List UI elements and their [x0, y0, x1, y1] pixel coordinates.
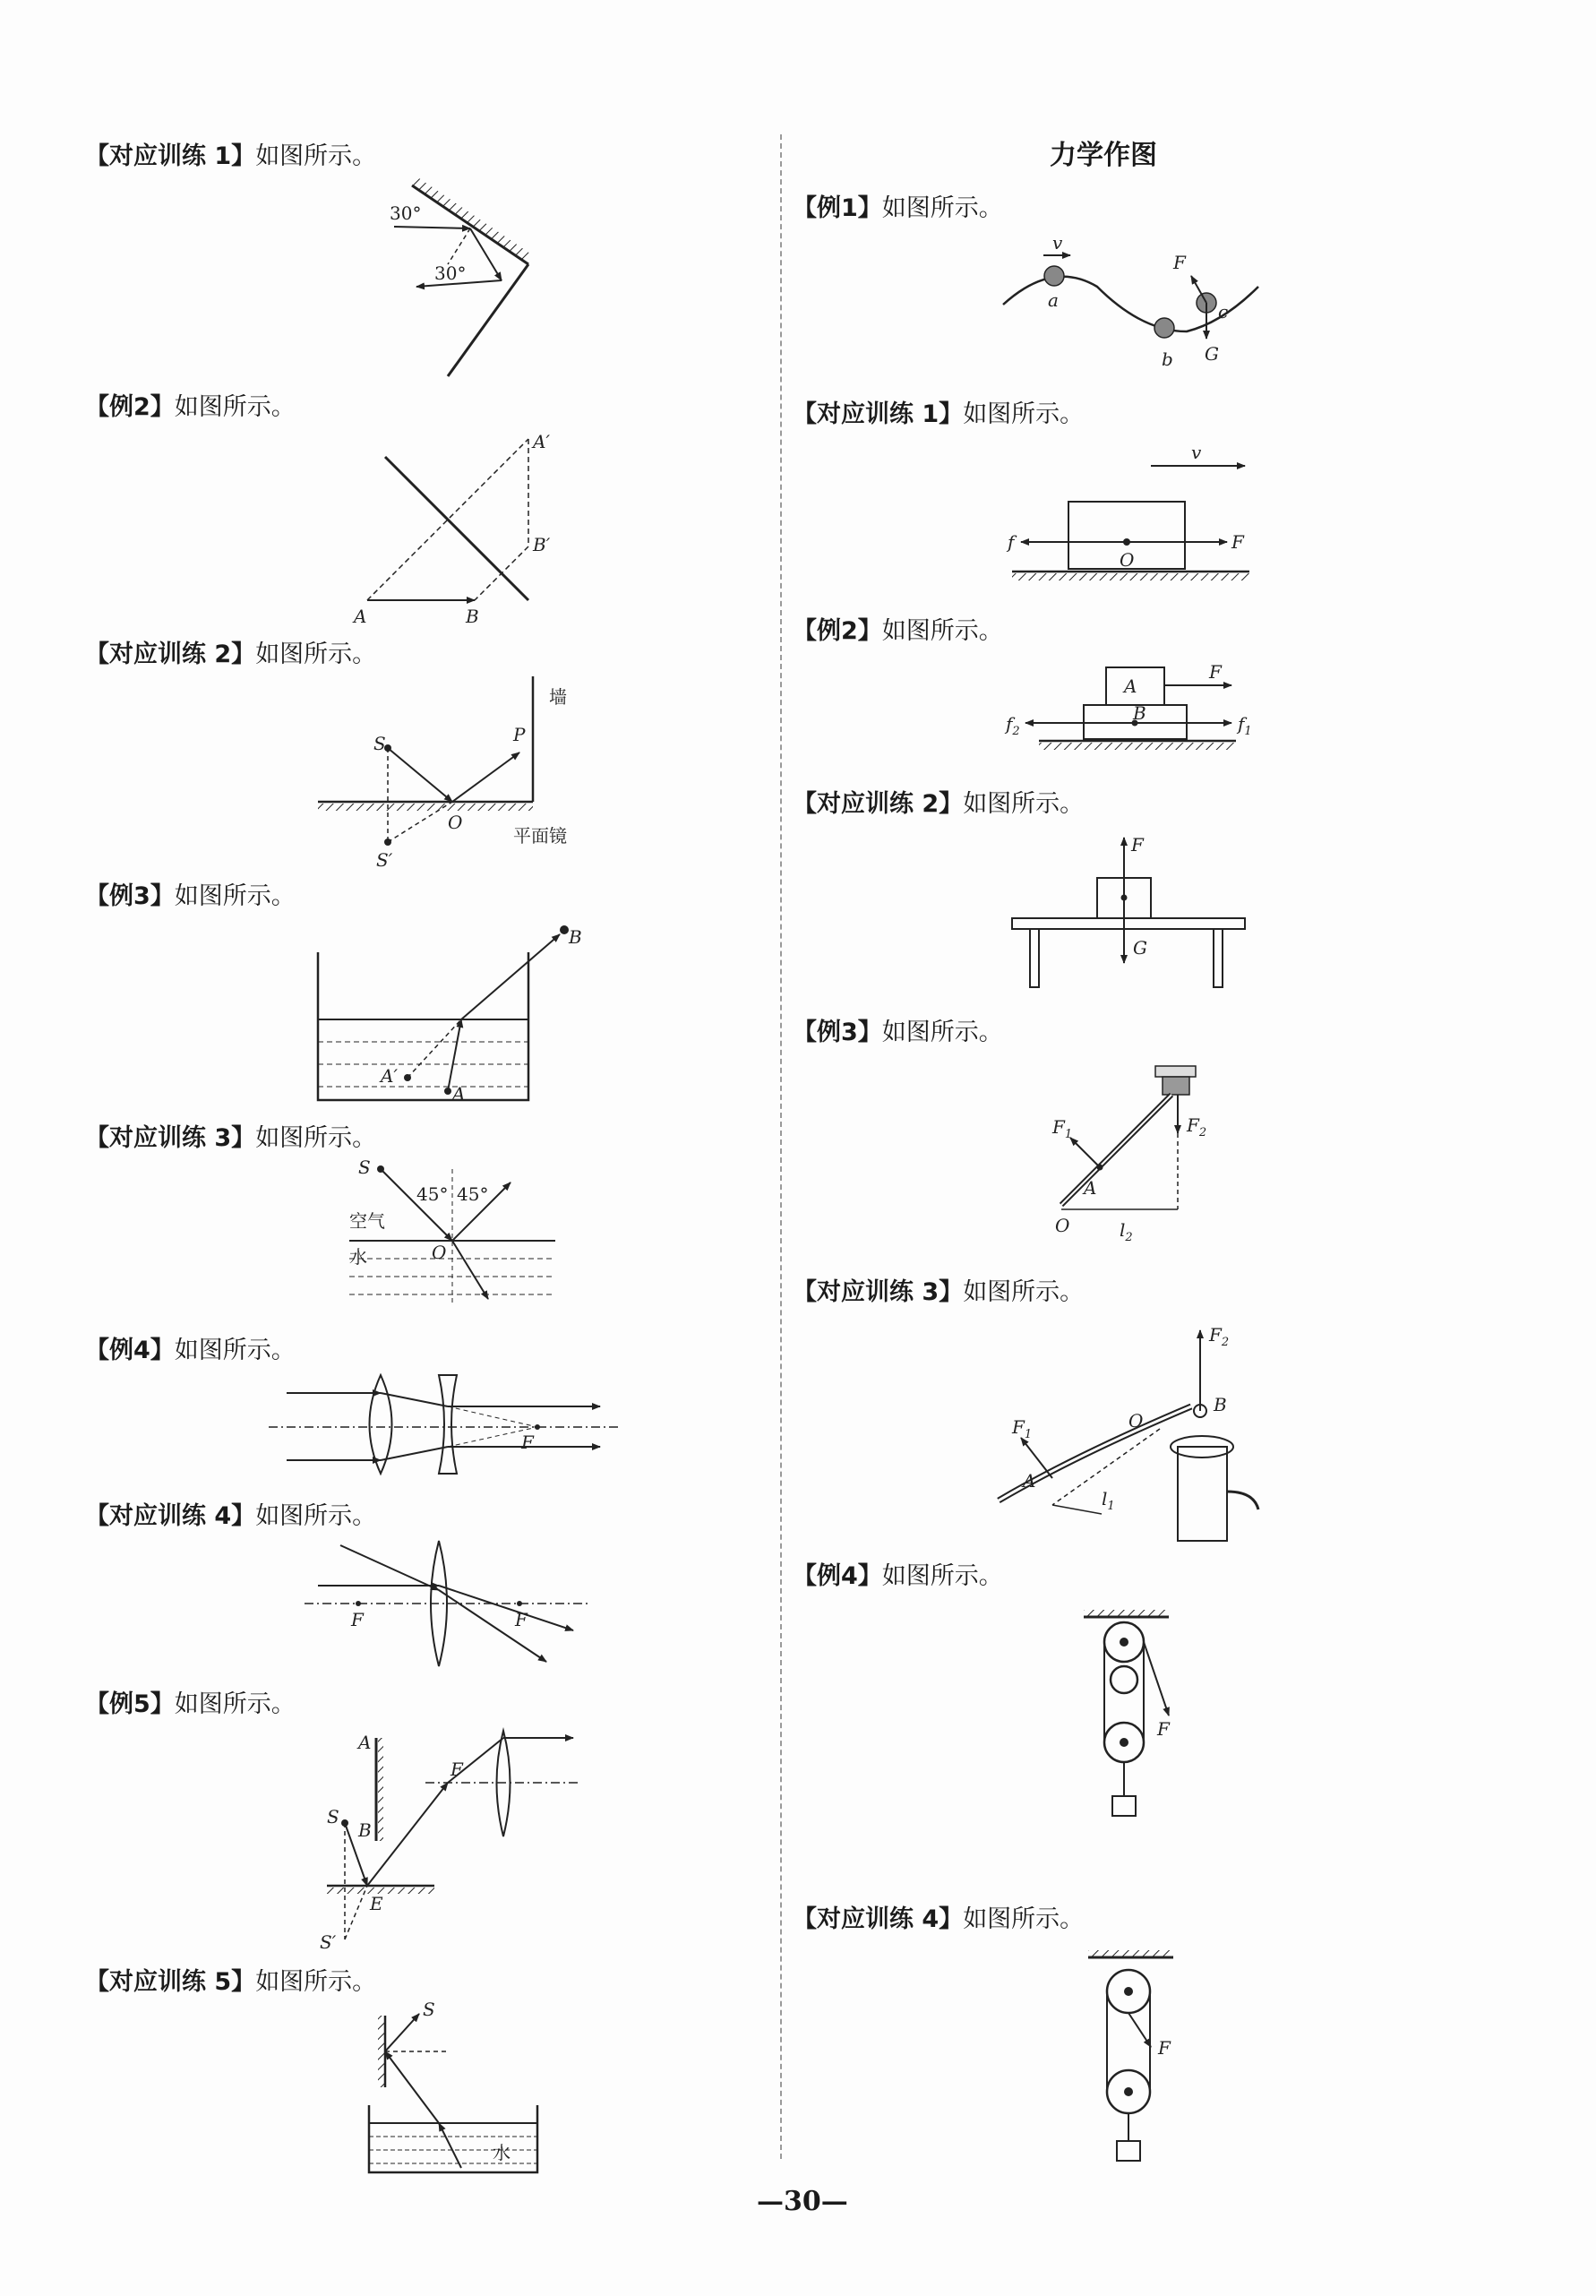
- svg-text:A′: A′: [381, 1065, 398, 1087]
- svg-text:S: S: [358, 1157, 371, 1178]
- svg-text:O: O: [1128, 1410, 1144, 1432]
- svg-text:F1: $F_1$: [1052, 1116, 1073, 1141]
- svg-text:S: S: [423, 1999, 435, 2020]
- svg-text:v: v: [1052, 232, 1063, 254]
- svg-text:b: b: [1162, 348, 1173, 370]
- svg-text:F: F: [1209, 661, 1222, 683]
- right-item-6-label: 【对应训练 3】如图所示。: [793, 1278, 1085, 1306]
- svg-text:30°: 30°: [390, 202, 422, 224]
- svg-text:f1: $f_1$: [1238, 713, 1252, 738]
- svg-text:O: O: [1120, 549, 1135, 571]
- svg-text:F: F: [521, 1432, 534, 1453]
- svg-text:A: A: [1084, 1177, 1097, 1199]
- svg-text:45°: 45°: [416, 1183, 449, 1205]
- svg-text:B: B: [1133, 702, 1146, 724]
- svg-text:水: 水: [493, 2142, 511, 2163]
- figure-pulley-system-1: [1075, 1608, 1200, 1827]
- left-item-7-label: 【对应训练 4】如图所示。: [85, 1502, 377, 1530]
- left-item-5-label: 【对应训练 3】如图所示。: [85, 1124, 377, 1152]
- svg-text:B: B: [1214, 1394, 1227, 1415]
- svg-text:a: a: [1048, 289, 1059, 311]
- svg-text:F: F: [351, 1609, 364, 1630]
- svg-text:S′: S′: [320, 1931, 337, 1953]
- svg-text:F1: $F_1$: [1012, 1416, 1033, 1441]
- svg-text:G: G: [1133, 937, 1147, 959]
- svg-text:v: v: [1191, 442, 1202, 463]
- svg-text:F: F: [515, 1609, 528, 1630]
- svg-text:平面镜: 平面镜: [513, 825, 567, 847]
- svg-text:f: f: [1008, 531, 1015, 553]
- svg-text:A: A: [1023, 1470, 1036, 1492]
- right-item-1-label: 【例1】如图所示。: [793, 194, 1003, 222]
- right-item-7-label: 【例4】如图所示。: [793, 1562, 1003, 1590]
- figure-wall-mirror: [318, 676, 596, 873]
- svg-text:F: F: [1131, 834, 1144, 856]
- figure-lens-pair: [269, 1366, 618, 1483]
- svg-text:F2: $F_2$: [1209, 1324, 1230, 1349]
- svg-text:A: A: [1124, 675, 1137, 697]
- svg-text:S: S: [327, 1806, 339, 1827]
- figure-pulley-system-2: [1079, 1948, 1200, 2172]
- svg-text:F: F: [1157, 1718, 1170, 1740]
- left-item-1-label: 【对应训练 1】如图所示。: [85, 142, 377, 170]
- figure-mirror-image: [340, 430, 573, 636]
- figure-refraction: [331, 1156, 564, 1308]
- svg-text:A: A: [358, 1732, 372, 1753]
- svg-text:S′: S′: [376, 849, 393, 871]
- svg-text:A′: A′: [533, 431, 550, 452]
- svg-text:f2: $f_2$: [1006, 713, 1020, 738]
- left-item-2-label: 【例2】如图所示。: [85, 393, 296, 421]
- svg-text:P: P: [513, 724, 526, 745]
- left-item-9-label: 【对应训练 5】如图所示。: [85, 1968, 377, 1996]
- figure-convex-lens: [296, 1536, 600, 1675]
- svg-text:O: O: [432, 1242, 447, 1263]
- figure-lever: [1039, 1062, 1254, 1250]
- svg-text:O: O: [448, 812, 463, 833]
- svg-text:F: F: [1158, 2037, 1171, 2059]
- svg-text:墙: 墙: [549, 686, 567, 708]
- svg-text:30°: 30°: [434, 262, 467, 284]
- right-item-5-label: 【例3】如图所示。: [793, 1019, 1003, 1046]
- svg-text:l1: $l_1$: [1102, 1488, 1115, 1513]
- figure-water-pump: [985, 1321, 1290, 1541]
- svg-text:B: B: [569, 926, 582, 948]
- right-item-8-label: 【对应训练 4】如图所示。: [793, 1905, 1085, 1933]
- right-item-4-label: 【对应训练 2】如图所示。: [793, 790, 1085, 818]
- svg-text:S: S: [373, 733, 386, 754]
- svg-text:F: F: [1231, 531, 1244, 553]
- right-item-2-label: 【对应训练 1】如图所示。: [793, 400, 1085, 428]
- svg-text:B: B: [466, 606, 479, 627]
- figure-mirror-corner: [376, 175, 555, 381]
- page-number: —30—: [757, 2186, 848, 2217]
- svg-text:F: F: [450, 1759, 463, 1780]
- svg-text:F2: $F_2$: [1187, 1114, 1207, 1139]
- svg-text:E: E: [370, 1893, 383, 1914]
- figure-table-box: [1008, 829, 1258, 990]
- svg-text:O: O: [1055, 1215, 1070, 1236]
- svg-text:G: G: [1205, 343, 1219, 365]
- figure-water-tank: [313, 921, 591, 1109]
- svg-text:45°: 45°: [457, 1183, 489, 1205]
- svg-text:B′: B′: [533, 534, 551, 555]
- left-item-4-label: 【例3】如图所示。: [85, 882, 296, 910]
- figure-stacked-blocks: [1003, 658, 1254, 766]
- svg-text:A: A: [354, 606, 367, 627]
- section-title: 力学作图: [1050, 140, 1157, 171]
- svg-text:空气: 空气: [349, 1210, 385, 1232]
- left-item-3-label: 【对应训练 2】如图所示。: [85, 641, 377, 668]
- figure-mirror-lens: [318, 1720, 596, 1953]
- column-divider: [780, 134, 782, 2159]
- svg-text:c: c: [1218, 301, 1229, 322]
- right-item-3-label: 【例2】如图所示。: [793, 617, 1003, 645]
- svg-text:F: F: [1173, 252, 1186, 273]
- svg-text:A: A: [452, 1083, 466, 1105]
- svg-text:B: B: [358, 1819, 372, 1841]
- figure-mirror-water: [358, 1998, 564, 2177]
- figure-block-friction: [1008, 439, 1258, 600]
- svg-text:l2: $l_2$: [1120, 1219, 1133, 1244]
- figure-wavy-track: [999, 233, 1267, 376]
- left-item-8-label: 【例5】如图所示。: [85, 1690, 296, 1718]
- svg-text:水: 水: [349, 1246, 367, 1268]
- left-item-6-label: 【例4】如图所示。: [85, 1337, 296, 1364]
